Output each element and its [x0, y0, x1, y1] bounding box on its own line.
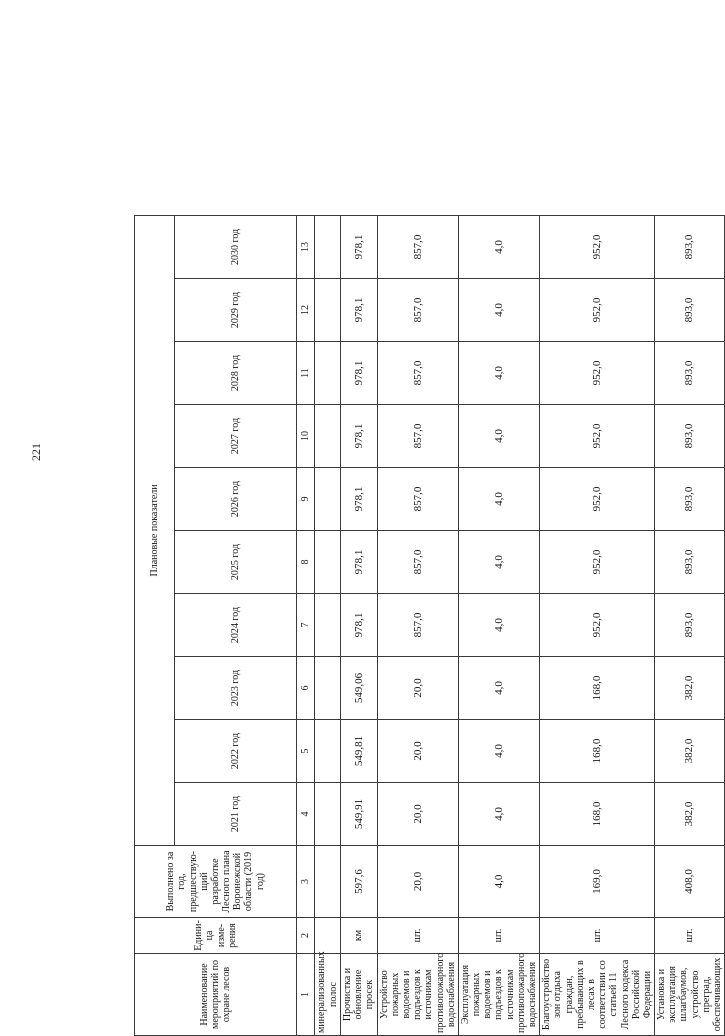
row-value	[315, 531, 341, 594]
column-number: 4	[297, 783, 315, 846]
row-name: минерализованных полос	[315, 954, 341, 1036]
row-done	[315, 846, 341, 918]
row-value	[315, 594, 341, 657]
row-value: 382,0	[655, 657, 725, 720]
row-value: 857,0	[377, 215, 458, 278]
row-value: 952,0	[540, 468, 655, 531]
row-value: 549,06	[341, 657, 378, 720]
header-unit: Едини-ца изме-рения	[135, 918, 297, 954]
column-number: 3	[297, 846, 315, 918]
column-number: 2	[297, 918, 315, 954]
row-done: 169,0	[540, 846, 655, 918]
header-year: 2022 год	[175, 720, 297, 783]
header-year: 2027 год	[175, 405, 297, 468]
row-unit: шт.	[540, 918, 655, 954]
row-value: 978,1	[341, 405, 378, 468]
row-name: Эксплуатация пожарных водоемов и подъездов к источникам противопожарного водоснабжения	[458, 954, 539, 1036]
page-number: 221	[28, 443, 43, 461]
row-value: 4,0	[458, 468, 539, 531]
row-value: 978,1	[341, 342, 378, 405]
row-done: 408,0	[655, 846, 725, 918]
column-number: 7	[297, 594, 315, 657]
header-year: 2025 год	[175, 531, 297, 594]
table-row	[655, 215, 725, 1035]
column-number: 6	[297, 657, 315, 720]
row-value: 893,0	[655, 215, 725, 278]
row-value: 4,0	[458, 594, 539, 657]
row-value: 4,0	[458, 279, 539, 342]
row-name: Благоустройство зон отдыха граждан, пребывающих в лесах в соответствии со статьей 11 Лесного кодекса Российской Федерации	[540, 954, 655, 1036]
row-value: 857,0	[377, 594, 458, 657]
row-done: 4,0	[458, 846, 539, 918]
row-value	[315, 783, 341, 846]
table-row	[377, 215, 458, 1035]
header-year: 2026 год	[175, 468, 297, 531]
row-value	[315, 468, 341, 531]
row-value: 4,0	[458, 215, 539, 278]
table-row	[315, 215, 341, 1035]
row-value: 168,0	[540, 783, 655, 846]
row-value	[315, 215, 341, 278]
row-value: 978,1	[341, 468, 378, 531]
row-value: 857,0	[377, 405, 458, 468]
row-value: 4,0	[458, 342, 539, 405]
column-number: 10	[297, 405, 315, 468]
header-year: 2028 год	[175, 342, 297, 405]
row-value: 168,0	[540, 657, 655, 720]
row-value: 20,0	[377, 720, 458, 783]
row-value: 978,1	[341, 531, 378, 594]
row-value: 952,0	[540, 405, 655, 468]
column-number: 12	[297, 279, 315, 342]
row-unit: шт.	[377, 918, 458, 954]
row-value: 857,0	[377, 468, 458, 531]
table-row	[458, 215, 539, 1035]
row-value: 382,0	[655, 783, 725, 846]
row-value: 952,0	[540, 215, 655, 278]
row-value: 952,0	[540, 342, 655, 405]
row-name: Прочистка и обновление просек	[341, 954, 378, 1036]
row-value: 893,0	[655, 531, 725, 594]
row-value	[315, 657, 341, 720]
row-value: 382,0	[655, 720, 725, 783]
row-value: 549,91	[341, 783, 378, 846]
row-value: 4,0	[458, 783, 539, 846]
row-value: 549,81	[341, 720, 378, 783]
row-value: 4,0	[458, 657, 539, 720]
row-value: 978,1	[341, 594, 378, 657]
row-value: 978,1	[341, 279, 378, 342]
row-value: 20,0	[377, 657, 458, 720]
row-value: 168,0	[540, 720, 655, 783]
forest-protection-plan-table	[134, 215, 725, 1036]
header-year: 2021 год	[175, 783, 297, 846]
column-number: 1	[297, 954, 315, 1036]
column-number: 13	[297, 215, 315, 278]
column-number: 11	[297, 342, 315, 405]
row-unit: шт.	[655, 918, 725, 954]
row-value	[315, 405, 341, 468]
column-number: 9	[297, 468, 315, 531]
header-year: 2024 год	[175, 594, 297, 657]
row-value: 952,0	[540, 594, 655, 657]
row-value: 952,0	[540, 279, 655, 342]
row-value: 893,0	[655, 468, 725, 531]
row-unit	[315, 918, 341, 954]
row-done: 20,0	[377, 846, 458, 918]
row-done: 597,6	[341, 846, 378, 918]
header-year: 2029 год	[175, 279, 297, 342]
row-value: 952,0	[540, 531, 655, 594]
row-value: 893,0	[655, 279, 725, 342]
row-value: 857,0	[377, 342, 458, 405]
row-value: 4,0	[458, 720, 539, 783]
header-year: 2023 год	[175, 657, 297, 720]
row-value: 978,1	[341, 215, 378, 278]
row-value: 857,0	[377, 279, 458, 342]
row-value	[315, 279, 341, 342]
table-row	[341, 215, 378, 1035]
rotated-table-wrapper	[134, 216, 723, 1036]
row-unit: км	[341, 918, 378, 954]
row-value: 4,0	[458, 531, 539, 594]
row-unit: шт.	[458, 918, 539, 954]
row-value: 893,0	[655, 405, 725, 468]
row-name: Устройство пожарных водоемов и подъездов к источникам противопожарного водоснабжения	[377, 954, 458, 1036]
row-value: 857,0	[377, 531, 458, 594]
row-name: Установка и эксплуатация шлагбаумов, устройство преград, обеспечивающих	[655, 954, 725, 1036]
row-value: 4,0	[458, 405, 539, 468]
table-row	[540, 215, 655, 1035]
column-number: 8	[297, 531, 315, 594]
column-number: 5	[297, 720, 315, 783]
header-planned: Плановые показатели	[135, 215, 175, 845]
header-name: Наименование мероприятий по охране лесов	[135, 954, 297, 1036]
row-value	[315, 342, 341, 405]
header-done-2019: Выполнено за год, предшествую-щий разработке Лесного плана Воронежской области (2019 год)	[135, 846, 297, 918]
row-value: 20,0	[377, 783, 458, 846]
header-year: 2030 год	[175, 215, 297, 278]
row-value: 893,0	[655, 342, 725, 405]
row-value	[315, 720, 341, 783]
row-value: 893,0	[655, 594, 725, 657]
